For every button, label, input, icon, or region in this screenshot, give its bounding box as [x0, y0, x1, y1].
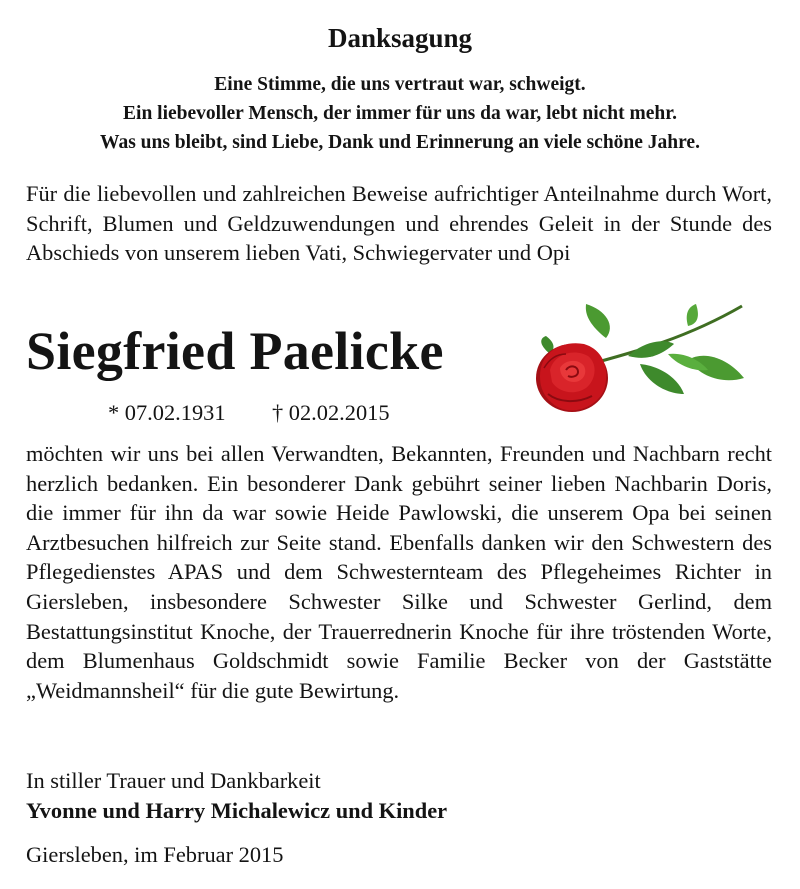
verse	[0, 70, 800, 157]
verse-line: Ein liebevoller Mensch, der immer für uns da war, lebt nicht mehr.	[123, 103, 677, 124]
closing-line: In stiller Trauer und Dankbarkeit	[26, 768, 321, 793]
intro-paragraph: Für die liebevollen und zahlreichen Beweise aufrichtiger Anteilnahme durch Wort, Schrift, Blumen und Geldzuwendungen und ehrendes Geleit in der Stunde des Abschieds von unserem lieben Vati, Schwiegervater und Opi	[26, 181, 772, 266]
verse-line: Eine Stimme, die uns vertraut war, schweigt.	[214, 74, 586, 95]
place-date: Giersleben, im Februar 2015	[26, 842, 284, 867]
thanks-paragraph: möchten wir uns bei allen Verwandten, Bekannten, Freunden und Nachbarn recht herzlich bedanken. Ein besonderer Dank gebührt seiner lieben Nachbarin Doris, die immer für ihn da war sowie Heide Pawlowski, die unserem Opa bei seinen Arztbesuchen hilfreich zur Seite stand. Ebenfalls danken wir den Schwestern des Pflegedienstes APAS und dem Schwesternteam des Pflegeheimes Richter in Giersleben, insbesondere Schwester Silke und Schwester Gerlind, dem Bestattungsinstitut Knoche, der Trauerrednerin Knoche für ihre tröstenden Worte, dem Blumenhaus Goldschmidt sowie Familie Becker von der Gaststätte „Weidmannsheil“ für die gute Bewirtung.	[26, 441, 772, 703]
notice-title: Danksagung	[327, 23, 473, 53]
birth-date: * 07.02.1931	[108, 400, 226, 425]
closing-block	[26, 766, 447, 825]
red-rose-icon	[528, 298, 760, 418]
death-date: † 02.02.2015	[272, 400, 390, 425]
deceased-name: Siegfried Paelicke	[26, 321, 444, 381]
verse-line: Was uns bleibt, sind Liebe, Dank und Erinnerung an viele schöne Jahre.	[100, 132, 700, 153]
signatories: Yvonne und Harry Michalewicz und Kinder	[26, 797, 448, 823]
